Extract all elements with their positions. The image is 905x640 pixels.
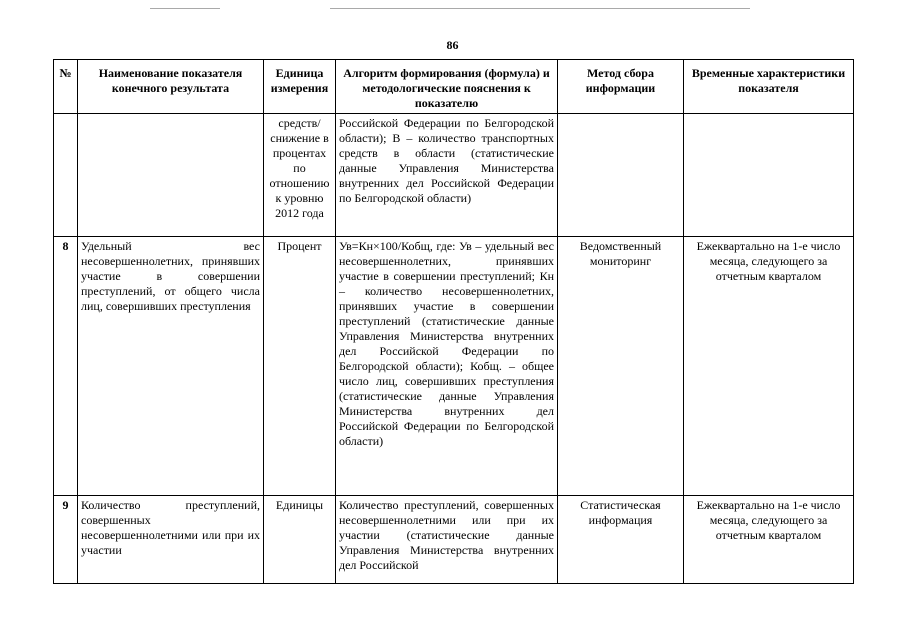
algorithm-text: Количество преступлений, совершенных несовершеннолетними или при их участии (статистические данные Управления Министерства внутренних дел Российской <box>336 496 558 584</box>
indicator-name: Удельный вес несовершеннолетних, принявших участие в совершении преступлений, от общего числа лиц, совершивших преступления <box>78 237 264 496</box>
scan-edge-line <box>330 8 750 9</box>
column-header-collection-method: Метод сбора информации <box>558 60 684 114</box>
indicators-table <box>53 59 854 584</box>
unit-of-measure: средств/ снижение в процентах по отношению к уровню 2012 года <box>264 114 336 237</box>
unit-of-measure: Процент <box>264 237 336 496</box>
column-header-indicator-name: Наименование показателя конечного результата <box>78 60 264 114</box>
indicator-name <box>78 114 264 237</box>
collection-method: Ведомственный мониторинг <box>558 237 684 496</box>
scan-edge-line <box>150 8 220 9</box>
time-characteristics: Ежеквартально на 1-е число месяца, следующего за отчетным кварталом <box>684 496 854 584</box>
row-number: 9 <box>54 496 78 584</box>
column-header-number: № <box>54 60 78 114</box>
algorithm-text: Ув=Кн×100/Кобщ, где: Ув – удельный вес несовершеннолетних, принявших участие в совершении преступлений; Кн – количество несовершеннолетних, принявших участие в совершении преступлений (статистические данные Управления Министерства внутренних дел Российской Федерации по Белгородской области); Кобщ. – общее число лиц, совершивших преступления (статистические данные Управления Министерства внутренних дел Российской Федерации по Белгородской области) <box>336 237 558 496</box>
row-number <box>54 114 78 237</box>
time-characteristics <box>684 114 854 237</box>
collection-method <box>558 114 684 237</box>
column-header-algorithm: Алгоритм формирования (формула) и методологические пояснения к показателю <box>336 60 558 114</box>
row-number: 8 <box>54 237 78 496</box>
table-row <box>54 114 854 237</box>
collection-method: Статистическая информация <box>558 496 684 584</box>
algorithm-text: Российской Федерации по Белгородской области); В – количество транспортных средств в области (статистические данные Управления Министерства внутренних дел Российской Федерации по Белгородской области) <box>336 114 558 237</box>
indicator-name: Количество преступлений, совершенных несовершеннолетними или при их участии <box>78 496 264 584</box>
table-header-row <box>54 60 854 114</box>
time-characteristics: Ежеквартально на 1-е число месяца, следующего за отчетным кварталом <box>684 237 854 496</box>
column-header-unit: Единица измерения <box>264 60 336 114</box>
table-row <box>54 237 854 496</box>
table-row <box>54 496 854 584</box>
column-header-time-characteristics: Временные характеристики показателя <box>684 60 854 114</box>
page-number: 86 <box>446 38 459 52</box>
unit-of-measure: Единицы <box>264 496 336 584</box>
